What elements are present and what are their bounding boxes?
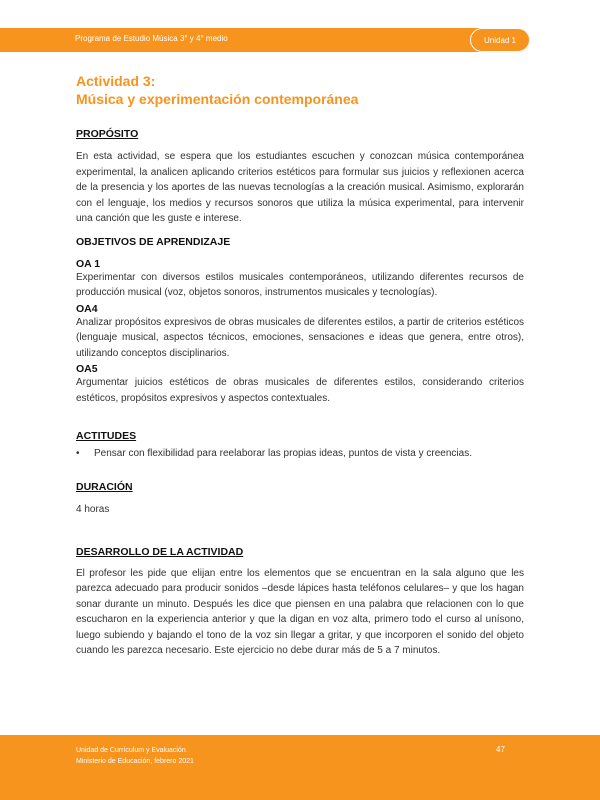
footer-text xyxy=(76,745,194,767)
oa1-text: Experimentar con diversos estilos musicales contemporáneos, utilizando diferentes recursos de producción musical (voz, objetos sonoros, instrumentos musicales y tecnologías). xyxy=(76,271,524,298)
footer-line2: Ministerio de Educación, febrero 2021 xyxy=(76,758,194,765)
duracion-heading: DURACIÓN xyxy=(76,481,133,493)
objetivos-heading: OBJETIVOS DE APRENDIZAJE xyxy=(76,235,231,248)
actitud-text: Pensar con flexibilidad para reelaborar las propias ideas, puntos de vista y creencias. xyxy=(94,448,472,459)
oa1-code: OA 1 xyxy=(76,257,101,270)
proposito-text: En esta actividad, se espera que los estudiantes escuchen y conozcan música contemporánea experimental, la analicen aplicando criterios estéticos para formular sus juicios y reflexionen acerca de la presencia y los aportes de las nuevas tecnologías a la creación musical. Asimismo, explorarán con el lenguaje, los medios y recursos sonoros que utiliza la música experimental, para intervenir una canción que les guste e interese. xyxy=(76,151,524,224)
program-title: Programa de Estudio Música 3° y 4° medio xyxy=(75,34,228,43)
footer-line1: Unidad de Currículum y Evaluación xyxy=(76,747,186,754)
duracion-value: 4 horas xyxy=(76,504,110,515)
activity-subtitle: Música y experimentación contemporánea xyxy=(76,91,359,107)
proposito-heading: PROPÓSITO xyxy=(76,128,139,140)
desarrollo-text: El profesor les pide que elijan entre los elementos que se encuentran en la sala alguno que les parezca adecuado para producir sonidos –desde lápices hasta teléfonos celulares– y que los hagan sonar durante un minuto. Después les dice que piensen en una palabra que relacionen con lo que escucharon en la experiencia anterior y que la digan en voz alta, primero todo el curso al unísono, luego subiendo y bajando el tono de la voz sin llegar a gritar, y que incorporen el sonido del objeto cuando les parezca necesario. Este ejercicio no debe durar más de 5 a 7 minutos. xyxy=(76,567,524,656)
oa5-text: Argumentar juicios estéticos de obras musicales de diferentes estilos, considerando criterios estéticos, propósitos expresivos y aspectos contextuales. xyxy=(76,377,524,404)
activity-title: Actividad 3: xyxy=(76,73,156,89)
desarrollo-heading: DESARROLLO DE LA ACTIVIDAD xyxy=(76,545,244,558)
list-item xyxy=(76,446,524,461)
page-number: 47 xyxy=(496,745,505,754)
unit-badge: Unidad 1 xyxy=(470,28,530,52)
oa4-code: OA4 xyxy=(76,302,98,315)
page-content xyxy=(76,72,524,659)
oa4-text: Analizar propósitos expresivos de obras musicales de diferentes estilos, a partir de criterios estéticos (lenguaje musical, aspectos técnicos, emociones, sensaciones e ideas que genera, entre otros), utilizando conceptos disciplinarios. xyxy=(76,316,524,359)
oa5-code: OA5 xyxy=(76,363,98,375)
actitudes-heading: ACTITUDES xyxy=(76,430,137,442)
bullet-icon: • xyxy=(76,448,80,459)
